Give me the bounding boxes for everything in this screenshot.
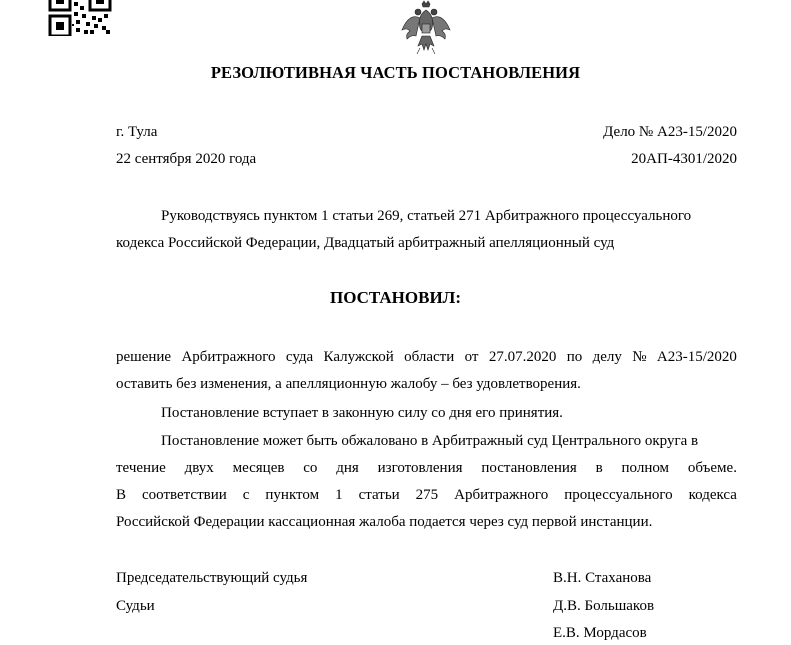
ruling-p3-line3: В соответствии с пунктом 1 статьи 275 Арбитражного процессуального кодекса xyxy=(116,487,737,503)
decision-date: 22 сентября 2020 года xyxy=(116,151,257,167)
ruling-p1-line2: оставить без изменения, а апелляционную жалобу – без удовлетворения. xyxy=(116,376,581,392)
ruling-p3-line4: Российской Федерации кассационная жалоба подается через суд первой инстанции. xyxy=(116,514,653,530)
case-number: Дело № А23-15/2020 xyxy=(603,124,737,140)
judge-name-1: Д.В. Большаков xyxy=(553,598,655,614)
ruling-p1-line1: решение Арбитражного суда Калужской области от 27.07.2020 по делу № А23-15/2020 xyxy=(116,349,737,365)
ruling-p2: Постановление вступает в законную силу со дня его принятия. xyxy=(161,405,563,421)
presiding-judge-label: Председательствующий судья xyxy=(116,570,308,586)
ruling-heading: ПОСТАНОВИЛ: xyxy=(329,288,462,307)
city: г. Тула xyxy=(116,124,158,140)
ruling-p3-line2: течение двух месяцев со дня изготовления постановления в полном объеме. xyxy=(116,460,737,476)
appeal-number: 20АП-4301/2020 xyxy=(631,151,737,167)
judges-label: Судьи xyxy=(116,598,155,614)
ruling-p3-line1: Постановление может быть обжаловано в Арбитражный суд Центрального округа в xyxy=(161,433,699,449)
judge-name-2: Е.В. Мордасов xyxy=(553,625,647,641)
document-title: РЕЗОЛЮТИВНАЯ ЧАСТЬ ПОСТАНОВЛЕНИЯ xyxy=(210,63,581,82)
coat-of-arms-icon xyxy=(398,0,454,58)
intro-line-2: кодекса Российской Федерации, Двадцатый арбитражный апелляционный суд xyxy=(116,235,615,251)
qr-code xyxy=(46,0,114,36)
intro-line-1: Руководствуясь пунктом 1 статьи 269, статьей 271 Арбитражного процессуального xyxy=(161,208,692,224)
presiding-judge-name: В.Н. Стаханова xyxy=(553,570,652,586)
